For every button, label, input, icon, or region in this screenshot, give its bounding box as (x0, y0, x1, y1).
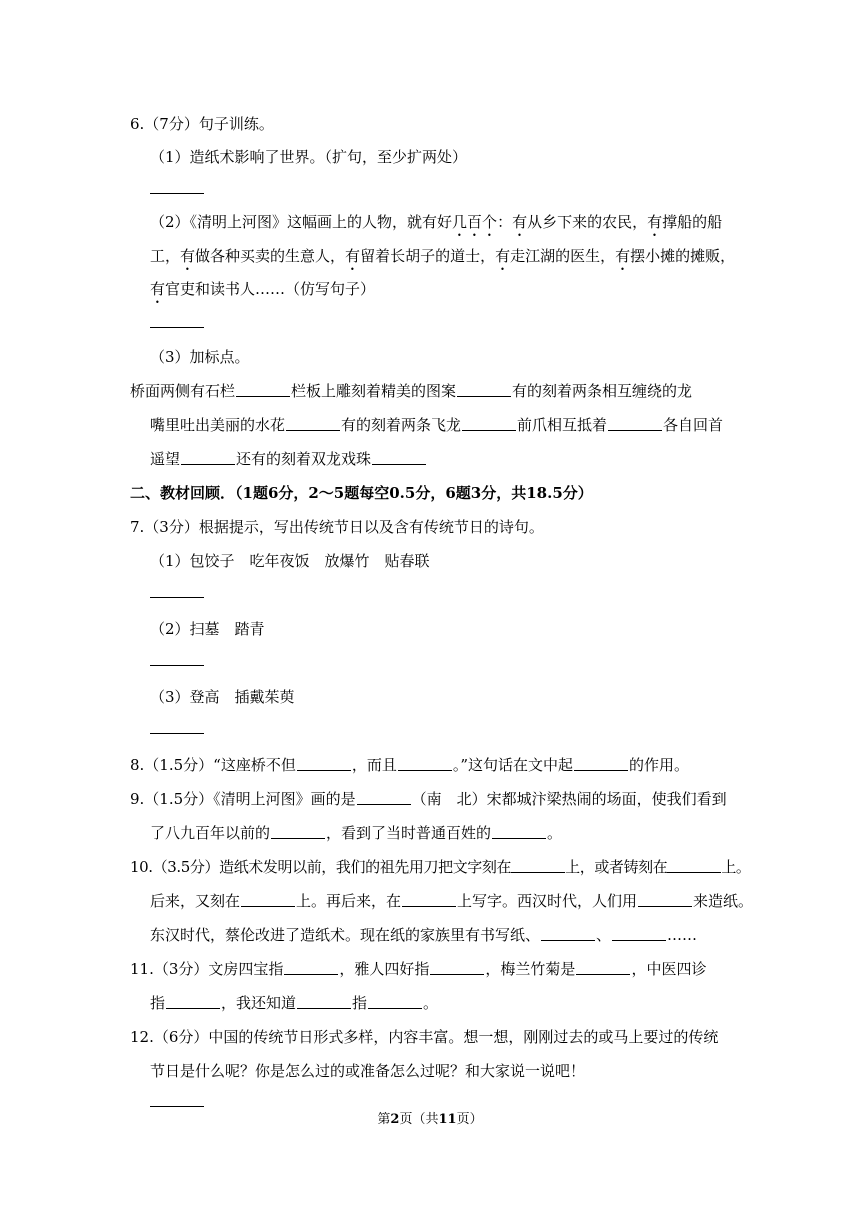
answer-line[interactable] (150, 327, 204, 328)
blank[interactable] (166, 994, 220, 1009)
blank[interactable] (372, 450, 426, 465)
q10-line1: 10.（3.5分）造纸术发明以前，我们的祖先用刀把文字刻在 上，或者铸刻在 上。 (130, 858, 751, 876)
answer-line[interactable] (150, 733, 204, 734)
blank[interactable] (430, 960, 484, 975)
q7-title: 7.（3分）根据提示，写出传统节日以及含有传统节日的诗句。 (130, 518, 544, 536)
q9-line1: 9.（1.5分）《清明上河图》画的是 （南 北）宋都城汴梁热闹的场面，使我们看到 (130, 790, 727, 808)
blank[interactable] (667, 858, 721, 873)
q11-line2: 指 ，我还知道 指 。 (150, 994, 439, 1012)
page-number: 2 (390, 1112, 400, 1127)
blank[interactable] (574, 756, 628, 771)
q11-line1: 11.（3分）文房四宝指 ，雅人四好指 ，梅兰竹菊是 ，中医四诊 (130, 960, 707, 978)
q6-part3-line1: 桥面两侧有石栏 栏板上雕刻着精美的图案 有的刻着两条相互缠绕的龙 (130, 382, 693, 400)
q9-line2: 了八九百年以前的 ，看到了当时普通百姓的 。 (150, 824, 563, 842)
answer-line[interactable] (150, 1106, 204, 1107)
blank[interactable] (511, 858, 565, 873)
blank[interactable] (181, 450, 235, 465)
blank[interactable] (297, 994, 351, 1009)
blank[interactable] (457, 382, 511, 397)
q12-line1: 12.（6分）中国的传统节日形式多样，内容丰富。想一想，刚刚过去的或马上要过的传统 (130, 1028, 719, 1046)
q10-line2: 后来，又刻在 上。再后来，在 上写字。西汉时代，人们用 来造纸。 (150, 892, 754, 910)
blank[interactable] (576, 960, 630, 975)
blank[interactable] (462, 416, 516, 431)
blank[interactable] (271, 824, 325, 839)
q6-part3-line3: 遥望 还有的刻着双龙戏珠 (150, 449, 427, 469)
q6-part3-line2: 嘴里吐出美丽的水花 有的刻着两条飞龙 前爪相互抵着 各自回首 (150, 416, 724, 434)
blank[interactable] (357, 790, 411, 805)
q12-line2: 节日是什么呢？你是怎么过的或准备怎么过呢？和大家说一说吧！ (150, 1062, 586, 1080)
answer-line[interactable] (150, 597, 204, 598)
q6-title: 6.（7分）句子训练。 (130, 115, 274, 133)
answer-line[interactable] (150, 193, 204, 194)
blank[interactable] (398, 756, 452, 771)
page-footer: 第2页（共11页） (377, 1112, 483, 1127)
answer-line[interactable] (150, 665, 204, 666)
q7-part1: （1）包饺子 吃年夜饭 放爆竹 贴春联 (150, 552, 430, 570)
q7-part2: （2）扫墓 踏青 (150, 620, 265, 638)
q10-line3: 东汉时代，蔡伦改进了造纸术。现在纸的家族里有书写纸、 、 …… (150, 926, 698, 944)
q6-part2-line2: 工，有做各种买卖的生意人，有留着长胡子的道士，有走江湖的医生，有摆小摊的摊贩， (150, 247, 736, 265)
blank[interactable] (402, 892, 456, 907)
q8: 8.（1.5分）“这座桥不但 ，而且 。”这句话在文中起 的作用。 (130, 756, 690, 774)
blank[interactable] (297, 756, 351, 771)
blank[interactable] (541, 926, 595, 941)
q6-part2-line3: 有官吏和读书人……（仿写句子） (150, 280, 376, 298)
section-heading: 二、教材回顾．（1题6分，2～5题每空0.5分，6题3分，共18.5分） (130, 484, 593, 502)
blank[interactable] (368, 994, 422, 1009)
q6-part1: （1）造纸术影响了世界。（扩句，至少扩两处） (150, 148, 468, 166)
blank[interactable] (638, 892, 692, 907)
blank[interactable] (492, 824, 546, 839)
blank[interactable] (284, 960, 338, 975)
q6-part3: （3）加标点。 (150, 348, 250, 366)
blank[interactable] (612, 926, 666, 941)
q7-part3: （3）登高 插戴茱萸 (150, 688, 295, 706)
blank[interactable] (241, 892, 295, 907)
blank[interactable] (608, 416, 662, 431)
blank[interactable] (236, 382, 290, 397)
page-total: 11 (438, 1112, 457, 1127)
q6-part2-line1: （2）《清明上河图》这幅画上的人物，就有好几百个：有从乡下来的农民，有撑船的船 (150, 213, 723, 231)
blank[interactable] (286, 416, 340, 431)
